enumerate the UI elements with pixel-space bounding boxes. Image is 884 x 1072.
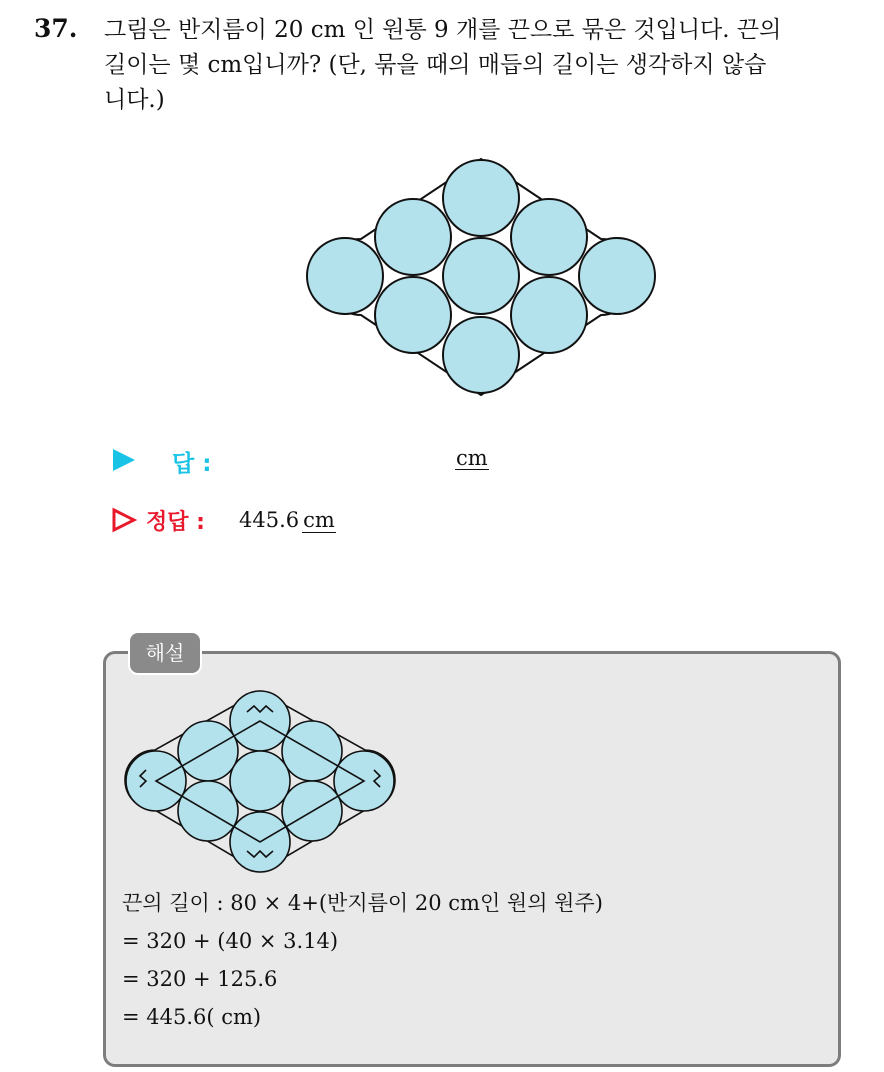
solution-tag: 해설: [128, 631, 202, 675]
correct-answer-value: 445.6: [239, 508, 300, 532]
question-line-3: 니다.): [104, 87, 165, 113]
answer-unit: cm: [456, 446, 488, 470]
solution-line-2: = 320 + (40 × 3.14): [122, 929, 339, 953]
correct-answer-label: 정답 :: [146, 510, 205, 535]
solution-line-1: 끈의 길이 : 80 × 4+(반지름이 20 cm인 원의 원주): [122, 891, 603, 915]
question-number: 37.: [34, 14, 78, 43]
solution-line-3: = 320 + 125.6: [122, 967, 278, 991]
correct-answer-unit: cm: [303, 508, 335, 532]
solution-line-4: = 445.6( cm): [122, 1005, 262, 1029]
solution-text: [122, 884, 603, 1036]
question-line-1: 그림은 반지름이 20 cm 인 원통 9 개를 끈으로 묶은 것입니다. 끈의: [104, 17, 782, 43]
answer-label: 답 :: [172, 451, 212, 477]
question-line-2: 길이는 몇 cm입니까? (단, 묶을 때의 매듭의 길이는 생각하지 않습: [104, 52, 767, 78]
